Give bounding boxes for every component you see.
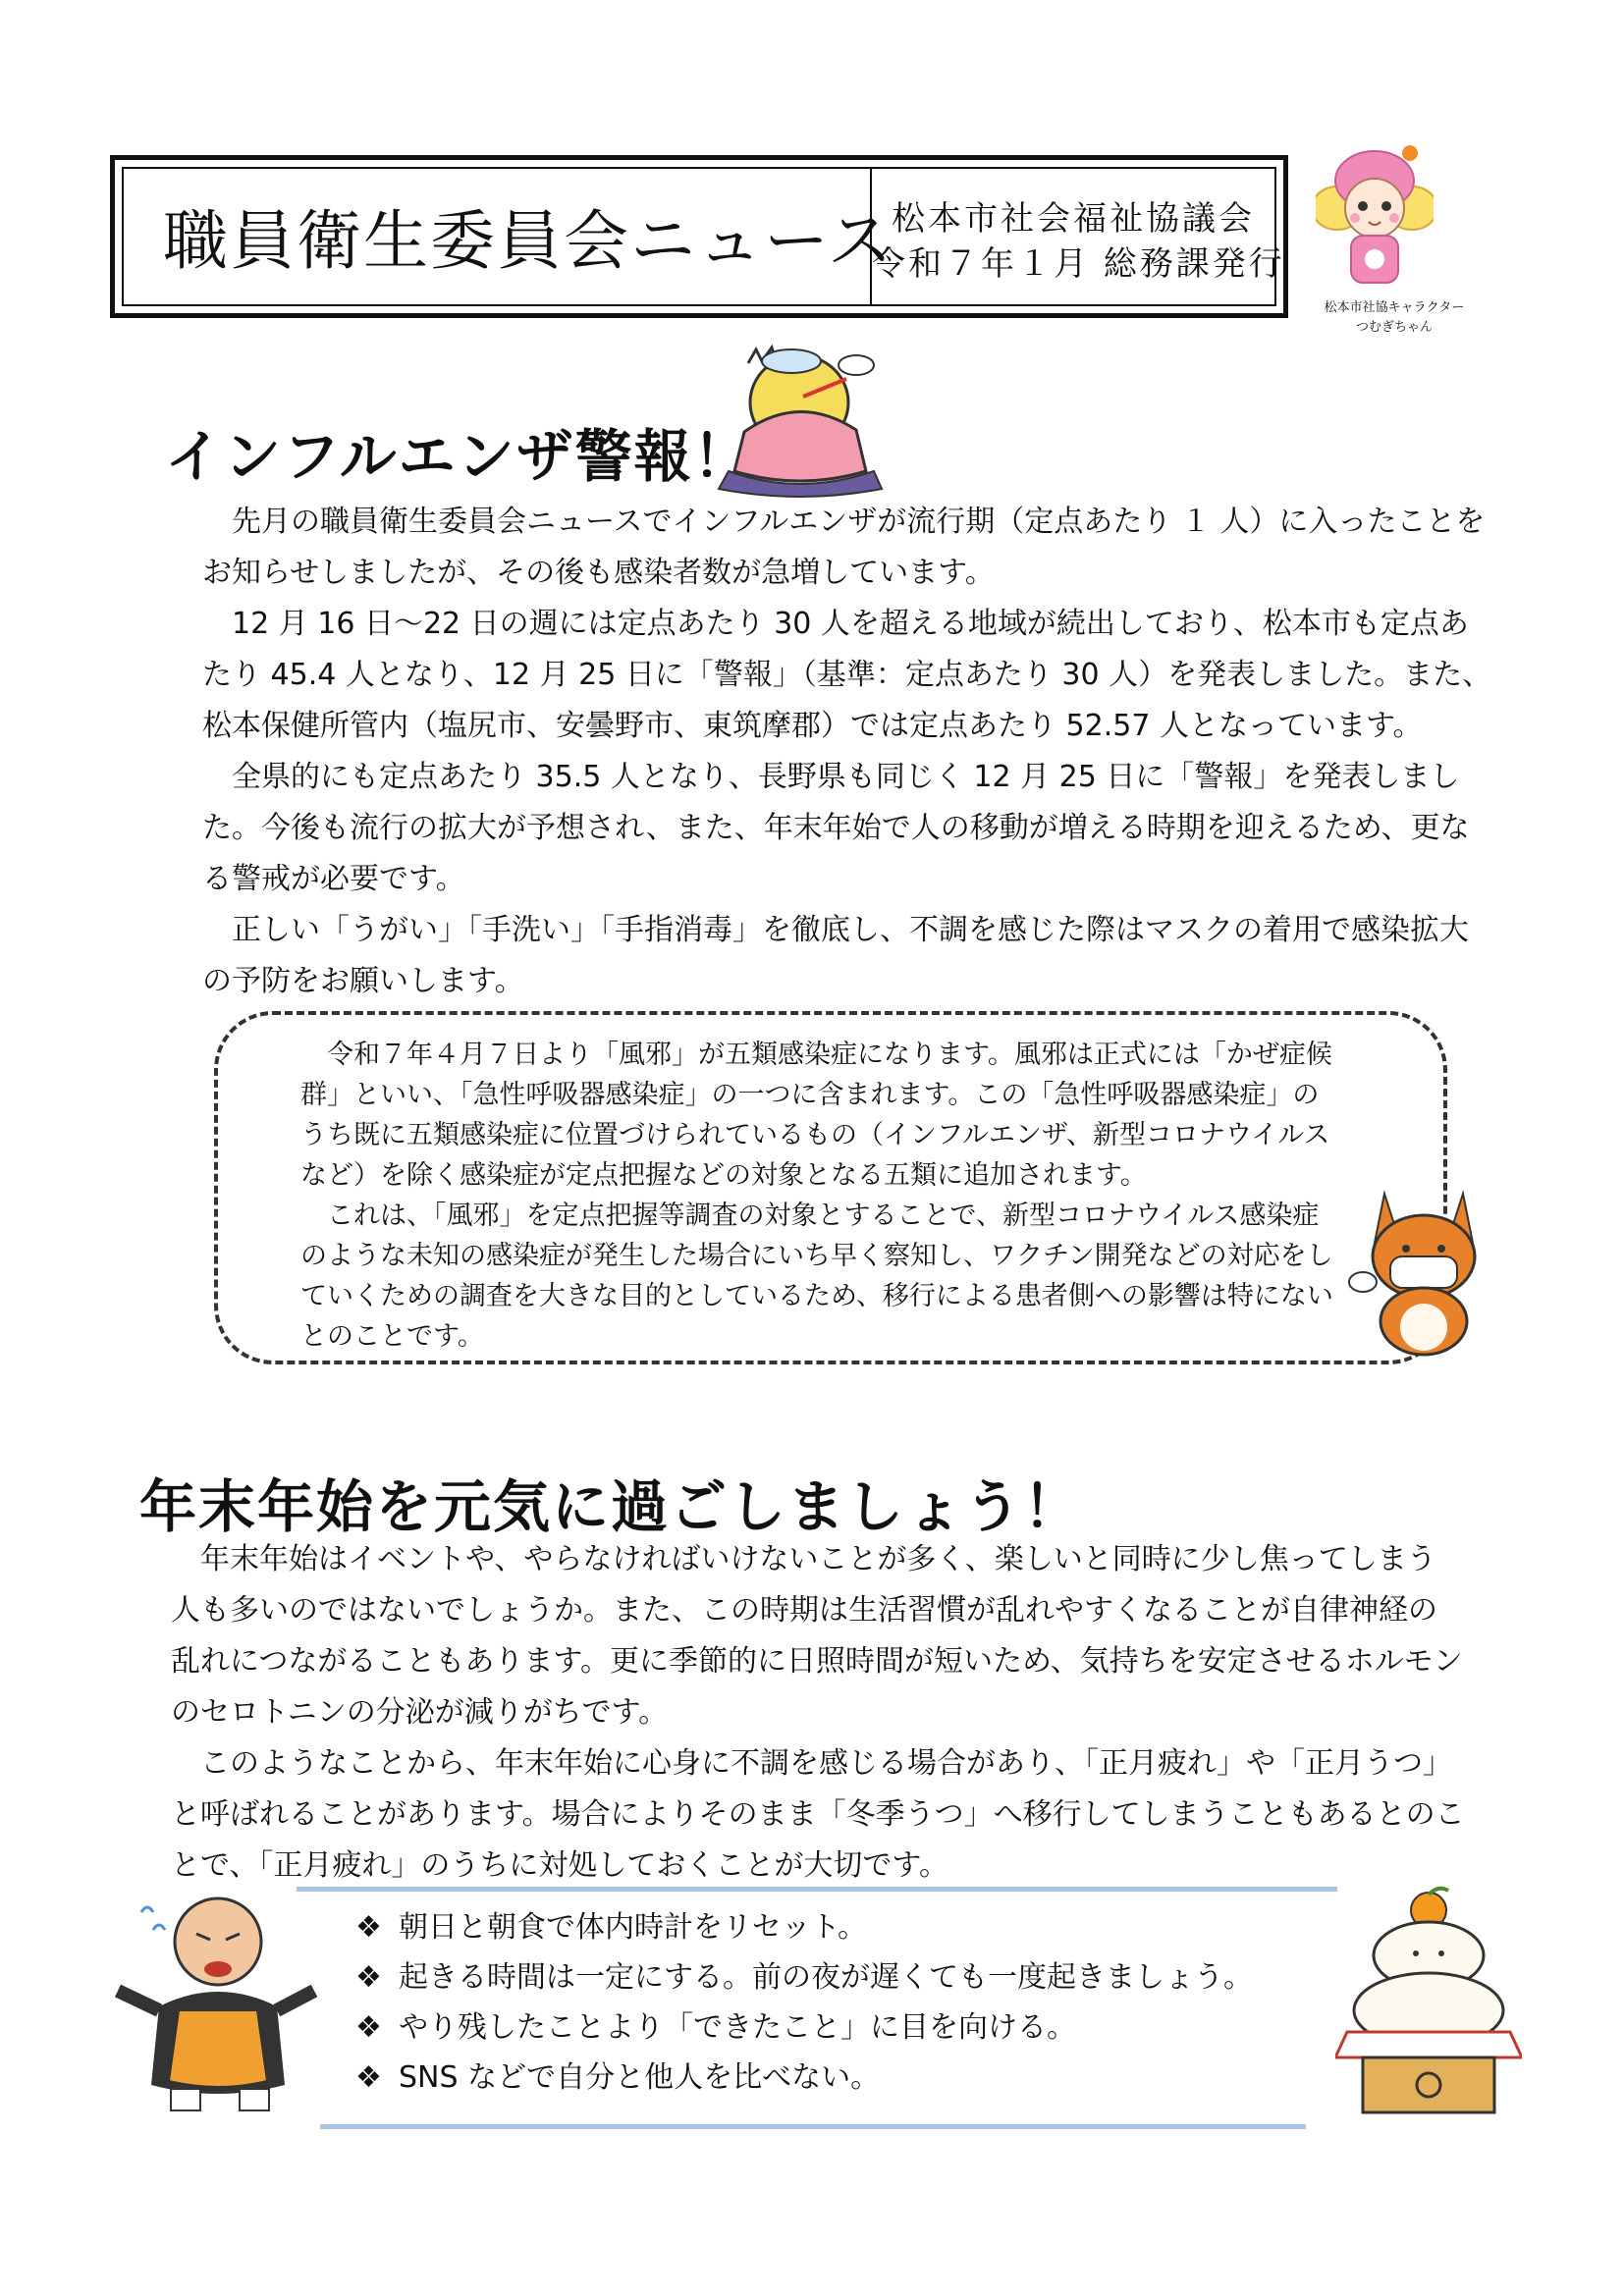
mascot-tsumugi-illustration xyxy=(1316,137,1434,294)
diamond-bullet-icon: ❖ xyxy=(355,1910,382,1945)
flu-paragraph: 正しい「うがい」「手洗い」「手指消毒」を徹底し、不調を感じた際はマスクの着用で感染拡大の予防をお願いします。 xyxy=(202,913,1469,998)
fox-with-mask-illustration xyxy=(1345,1174,1502,1361)
tip-text: SNS などで自分と他人を比べない。 xyxy=(399,2060,881,2095)
tip-item xyxy=(355,1952,1253,2002)
flu-paragraph: 先月の職員衛生委員会ニュースでインフルエンザが流行期（定点あたり １ 人）に入ったことをお知らせしましたが、その後も感染者数が急増しています。 xyxy=(202,505,1486,590)
diamond-bullet-icon: ❖ xyxy=(355,2010,382,2045)
mascot-caption xyxy=(1296,298,1492,338)
tips-bottom-rule xyxy=(320,2124,1306,2129)
tip-item xyxy=(355,2053,1253,2103)
info-box-text xyxy=(300,1035,1341,1357)
publisher-name: 松本市社会福祉協議会 xyxy=(892,199,1255,239)
info-paragraph: 令和７年４月７日より「風邪」が五類感染症になります。風邪は正式には「かぜ症候群」といい、「急性呼吸器感染症」の一つに含まれます。この「急性呼吸器感染症」のうち既に五類感染症に位置づけられているもの（インフルエンザ、新型コロナウイルスなど）を除く感染症が定点把握などの対象となる五類に追加されます。 xyxy=(300,1040,1332,1191)
issue-info: 令和７年１月 総務課発行 xyxy=(872,244,1285,284)
hurrying-monk-illustration xyxy=(102,1883,328,2128)
flu-paragraph: 12 月 16 日～22 日の週には定点あたり 30 人を超える地域が続出しており、松本市も定点あたり 45.4 人となり、12 月 25 日に「警報」（基準：定点あたり 30 人）を発表しました。また、松本保健所管内（塩尻市、安曇野市、東筑摩郡）では定点あたり 52.57 人となっています。 xyxy=(202,607,1492,743)
mascot-caption-line2: つむぎちゃん xyxy=(1355,320,1433,335)
newyear-section-body xyxy=(171,1534,1465,1892)
tip-text: やり残したことより「できたこと」に目を向ける。 xyxy=(399,2010,1076,2045)
flu-section-heading: インフルエンザ警報！ xyxy=(165,423,752,490)
newsletter-title: 職員衛生委員会ニュース xyxy=(163,203,894,279)
tip-text: 朝日と朝食で体内時計をリセット。 xyxy=(399,1910,867,1945)
diamond-bullet-icon: ❖ xyxy=(355,1960,382,1995)
flu-paragraph: 全県的にも定点あたり 35.5 人となり、長野県も同じく 12 月 25 日に「警報」を発表しました。今後も流行の拡大が予想され、また、年末年始で人の移動が増える時期を迎えるため、更なる警戒が必要です。 xyxy=(202,760,1470,896)
newyear-paragraph: このようなことから、年末年始に心身に不調を感じる場合があり、「正月疲れ」や「正月うつ」と呼ばれることがあります。場合によりそのまま「冬季うつ」へ移行してしまうこともあるとのことで、「正月疲れ」のうちに対処しておくことが大切です。 xyxy=(171,1746,1465,1883)
tip-text: 起きる時間は一定にする。前の夜が遅くても一度起きましょう。 xyxy=(399,1960,1253,1995)
header-inner-frame xyxy=(122,167,1285,306)
mascot-caption-line1: 松本市社協キャラクター xyxy=(1324,300,1465,315)
tip-item xyxy=(355,1902,1253,1952)
flu-section-body xyxy=(202,497,1496,1007)
kagami-mochi-illustration xyxy=(1335,1885,1522,2120)
header-box xyxy=(110,155,1288,318)
newyear-paragraph: 年末年始はイベントや、やらなければいけないことが多く、楽しいと同時に少し焦ってしまう人も多いのではないでしょうか。また、この時期は生活習慣が乱れやすくなることが自律神経の乱れにつながることもあります。更に季節的に日照時間が短いため、気持ちを安定させるホルモンのセロトニンの分泌が減りがちです。 xyxy=(171,1542,1463,1730)
diamond-bullet-icon: ❖ xyxy=(355,2060,382,2095)
newyear-section-heading: 年末年始を元気に過ごしましょう！ xyxy=(139,1473,1083,1540)
info-paragraph: これは、「風邪」を定点把握等調査の対象とすることで、新型コロナウイルス感染症のような未知の感染症が発生した場合にいち早く察知し、ワクチン開発などの対応をしていくための調査を大きな目的としているため、移行による患者側への影響は特にないとのことです。 xyxy=(300,1201,1333,1352)
publisher-block xyxy=(872,196,1285,287)
tips-list xyxy=(355,1902,1253,2103)
tips-top-rule xyxy=(297,1887,1337,1892)
tip-item xyxy=(355,2002,1253,2053)
